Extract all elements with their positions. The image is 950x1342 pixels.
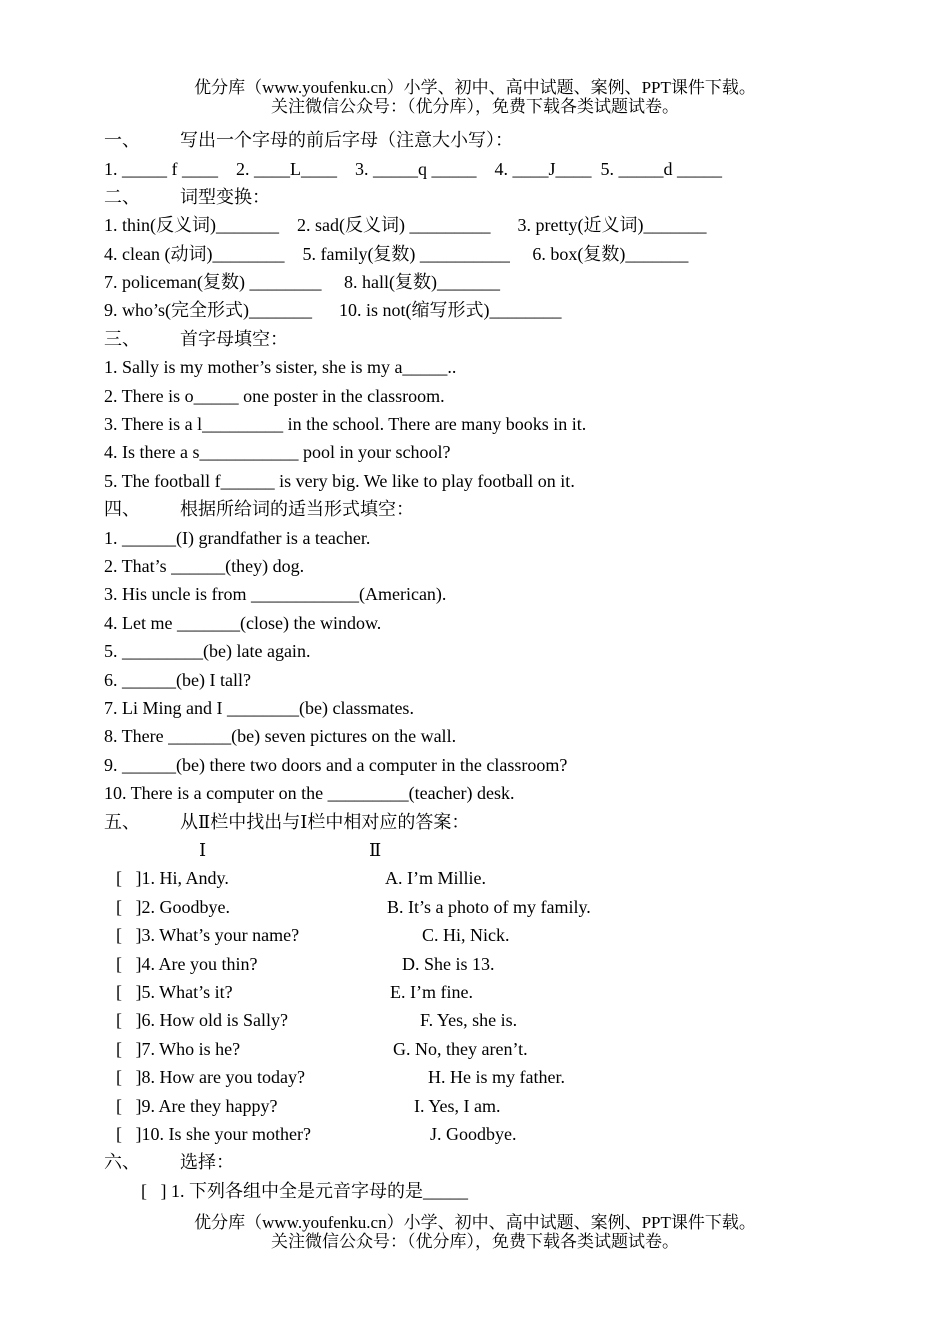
section-4-row: 8. There _______(be) seven pictures on the wall. [104, 726, 457, 746]
match-right-item: J. Goodbye. [430, 1124, 517, 1144]
header-line-1: 优分库（www.youfenku.cn）小学、初中、高中试题、案例、PPT课件下载。 [194, 78, 756, 97]
section-1-heading [104, 129, 513, 151]
section-title: 根据所给词的适当形式填空： [180, 499, 414, 519]
section-3-row: 5. The football f______ is very big. We like to play football on it. [104, 471, 575, 491]
section-2-row: 7. policeman(复数) ________ 8. hall(复数)_______ [104, 272, 500, 292]
section-number: 三、 [104, 329, 140, 349]
section-title: 从Ⅱ栏中找出与Ⅰ栏中相对应的答案： [180, 812, 470, 832]
section-2-row: 9. who’s(完全形式)_______ 10. is not(缩写形式)________ [104, 300, 562, 320]
match-left-item: [ ]3. What’s your name? [116, 925, 300, 945]
section-4-row: 2. That’s ______(they) dog. [104, 556, 305, 576]
section-title: 词型变换： [180, 187, 270, 207]
choice-question: [ ] 1. 下列各组中全是元音字母的是_____ [141, 1181, 468, 1201]
match-left-item: [ ]1. Hi, Andy. [116, 868, 229, 888]
section-3-row: 4. Is there a s___________ pool in your school? [104, 442, 451, 462]
section-title: 首字母填空： [180, 329, 288, 349]
section-4-row: 1. ______(I) grandfather is a teacher. [104, 528, 371, 548]
match-right-item: C. Hi, Nick. [422, 925, 510, 945]
section-4-row: 3. His uncle is from ____________(American). [104, 584, 447, 604]
section-5-heading [104, 811, 469, 833]
section-3-row: 2. There is o_____ one poster in the classroom. [104, 386, 445, 406]
match-left-item: [ ]9. Are they happy? [116, 1096, 278, 1116]
match-right-item: I. Yes, I am. [414, 1096, 501, 1116]
match-left-item: [ ]2. Goodbye. [116, 897, 230, 917]
match-right-item: B. It’s a photo of my family. [387, 897, 591, 917]
section-number: 二、 [104, 187, 140, 207]
match-right-item: D. She is 13. [402, 954, 495, 974]
section-3-row: 1. Sally is my mother’s sister, she is my a_____.. [104, 357, 457, 377]
section-title: 写出一个字母的前后字母（注意大小写）： [180, 130, 513, 150]
section-number: 四、 [104, 499, 140, 519]
match-left-item: [ ]6. How old is Sally? [116, 1010, 288, 1030]
column-1-header: Ⅰ [199, 840, 207, 860]
section-3-row: 3. There is a l_________ in the school. There are many books in it. [104, 414, 587, 434]
section-1-row: 1. _____ f ____ 2. ____L____ 3. _____q _____ 4. ____J____ 5. _____d _____ [104, 159, 722, 179]
match-left-item: [ ]10. Is she your mother? [116, 1124, 311, 1144]
footer-line-2: 关注微信公众号：（优分库），免费下载各类试题试卷。 [271, 1232, 679, 1251]
match-right-item: F. Yes, she is. [420, 1010, 518, 1030]
section-4-row: 7. Li Ming and I ________(be) classmates. [104, 698, 414, 718]
match-left-item: [ ]4. Are you thin? [116, 954, 258, 974]
match-left-item: [ ]7. Who is he? [116, 1039, 241, 1059]
section-4-row: 4. Let me _______(close) the window. [104, 613, 382, 633]
match-left-item: [ ]5. What’s it? [116, 982, 233, 1002]
section-4-row: 5. _________(be) late again. [104, 641, 311, 661]
match-right-item: G. No, they aren’t. [393, 1039, 528, 1059]
column-2-header: Ⅱ [369, 840, 382, 860]
section-6-heading [104, 1151, 234, 1173]
section-4-row: 6. ______(be) I tall? [104, 670, 251, 690]
section-2-row: 4. clean (动词)________ 5. family(复数) __________ 6. box(复数)_______ [104, 244, 689, 264]
section-number: 六、 [104, 1152, 140, 1172]
header-line-2: 关注微信公众号：（优分库），免费下载各类试题试卷。 [271, 97, 679, 116]
section-number: 一、 [104, 130, 140, 150]
match-right-item: H. He is my father. [428, 1067, 565, 1087]
section-title: 选择： [180, 1152, 234, 1172]
match-right-item: E. I’m fine. [390, 982, 473, 1002]
footer-line-1: 优分库（www.youfenku.cn）小学、初中、高中试题、案例、PPT课件下载。 [194, 1213, 756, 1232]
section-4-row: 10. There is a computer on the _________(teacher) desk. [104, 783, 515, 803]
match-left-item: [ ]8. How are you today? [116, 1067, 305, 1087]
section-4-row: 9. ______(be) there two doors and a computer in the classroom? [104, 755, 568, 775]
section-4-heading [104, 498, 414, 520]
section-2-heading [104, 186, 270, 208]
section-3-heading [104, 328, 288, 350]
section-2-row: 1. thin(反义词)_______ 2. sad(反义词) _________ 3. pretty(近义词)_______ [104, 215, 707, 235]
match-right-item: A. I’m Millie. [385, 868, 486, 888]
section-number: 五、 [104, 812, 140, 832]
